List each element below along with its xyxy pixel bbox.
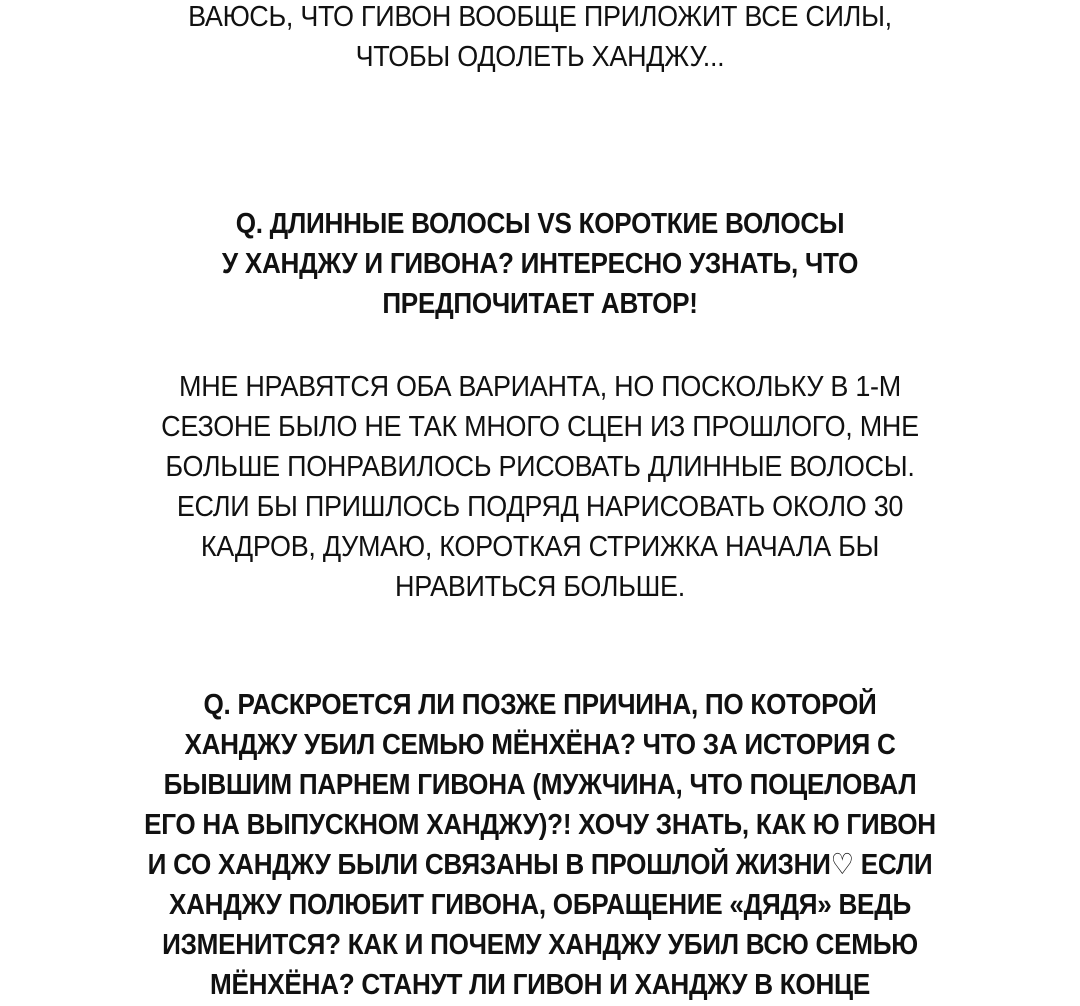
answer-1-paragraph [0,367,1080,607]
question-line: ИЗМЕНИТСЯ? КАК И ПОЧЕМУ ХАНДЖУ УБИЛ ВСЮ СЕМЬЮ [162,929,918,961]
answer-line: БОЛЬШЕ ПОНРАВИЛОСЬ РИСОВАТЬ ДЛИННЫЕ ВОЛОСЫ. [165,451,915,483]
answer-line: МНЕ НРАВЯТСЯ ОБА ВАРИАНТА, НО ПОСКОЛЬКУ В 1-М [179,371,901,403]
answer-line: НРАВИТЬСЯ БОЛЬШЕ. [395,571,685,603]
question-line: МЁНХЁНА? СТАНУТ ЛИ ГИВОН И ХАНДЖУ В КОНЦЕ [210,969,870,1001]
answer-line: ЕСЛИ БЫ ПРИШЛОСЬ ПОДРЯД НАРИСОВАТЬ ОКОЛО 30 [176,491,904,523]
question-line: Q. ДЛИННЫЕ ВОЛОСЫ VS КОРОТКИЕ ВОЛОСЫ [235,208,845,240]
answer-line: КАДРОВ, ДУМАЮ, КОРОТКАЯ СТРИЖКА НАЧАЛА БЫ [200,531,880,563]
question-line: ХАНДЖУ УБИЛ СЕМЬЮ МЁНХЁНА? ЧТО ЗА ИСТОРИЯ С [184,729,896,761]
question-2-heading [0,685,1080,1005]
intro-answer-continuation [0,0,1080,77]
text-line: ЧТОБЫ ОДОЛЕТЬ ХАНДЖУ... [355,41,725,73]
text-line: ВАЮСЬ, ЧТО ГИВОН ВООБЩЕ ПРИЛОЖИТ ВСЕ СИЛЫ, [188,1,892,33]
question-line: ЕГО НА ВЫПУСКНОМ ХАНДЖУ)?! ХОЧУ ЗНАТЬ, КАК Ю ГИВОН [144,809,936,841]
answer-line: СЕЗОНЕ БЫЛО НЕ ТАК МНОГО СЦЕН ИЗ ПРОШЛОГО, МНЕ [161,411,919,443]
question-1-heading [0,204,1080,324]
question-line: И СО ХАНДЖУ БЫЛИ СВЯЗАНЫ В ПРОШЛОЙ ЖИЗНИ♡ ЕСЛИ [147,849,933,881]
question-line: Q. РАСКРОЕТСЯ ЛИ ПОЗЖЕ ПРИЧИНА, ПО КОТОРОЙ [203,689,877,721]
question-line: ПРЕДПОЧИТАЕТ АВТОР! [382,288,698,320]
question-line: У ХАНДЖУ И ГИВОНА? ИНТЕРЕСНО УЗНАТЬ, ЧТО [221,248,859,280]
question-line: ХАНДЖУ ПОЛЮБИТ ГИВОНА, ОБРАЩЕНИЕ «ДЯДЯ» ВЕДЬ [168,889,912,921]
question-line: БЫВШИМ ПАРНЕМ ГИВОНА (МУЖЧИНА, ЧТО ПОЦЕЛОВАЛ [163,769,917,801]
